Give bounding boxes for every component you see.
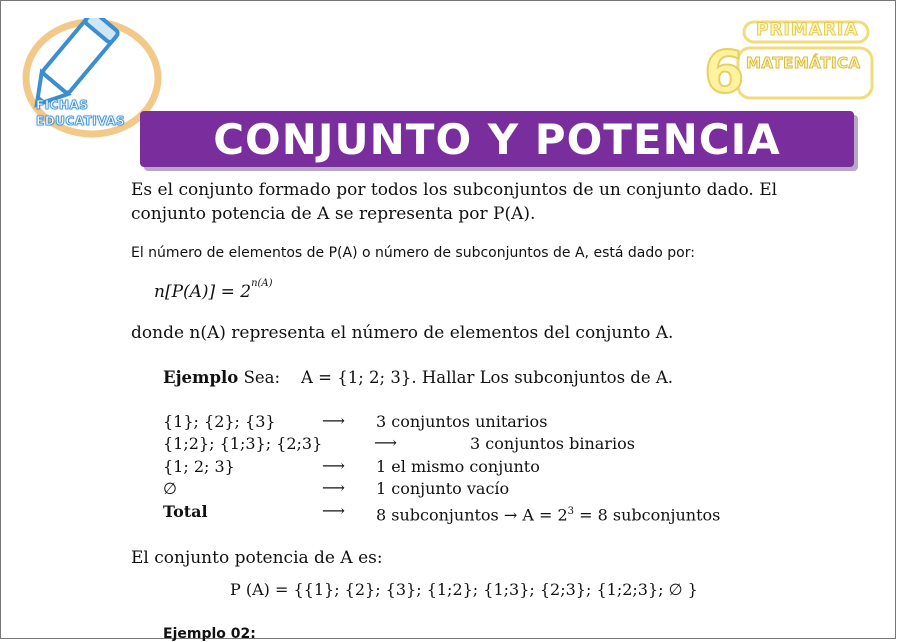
intro-line1: Es el conjunto formado por todos los subconjuntos de un conjunto dado. El <box>131 180 778 200</box>
where-line: donde n(A) representa el número de elementos del conjunto A. <box>131 323 674 343</box>
arrow-4: ⟶ <box>322 478 345 497</box>
title-banner <box>140 111 854 167</box>
badge-grade: 6 <box>704 38 745 106</box>
arrow-3: ⟶ <box>322 456 345 475</box>
example-row-4-right: 1 conjunto vacío <box>376 479 510 498</box>
page-title: CONJUNTO Y POTENCIA <box>213 115 781 164</box>
arrow-5: ⟶ <box>322 501 345 520</box>
logo-line1: FICHAS <box>36 98 89 112</box>
example-label: Ejemplo <box>163 368 239 387</box>
example-row-1-right: 3 conjuntos unitarios <box>376 412 548 431</box>
arrow-2: ⟶ <box>374 433 397 452</box>
intro-line2: conjunto potencia de A se representa por P(A). <box>131 204 536 224</box>
number-note: El número de elementos de P(A) o número de subconjuntos de A, está dado por: <box>131 245 695 261</box>
formula-exponent: n(A) <box>251 278 273 290</box>
example-2-heading: Ejemplo 02: <box>163 626 256 642</box>
example-row-1-left: {1}; {2}; {3} <box>163 412 276 431</box>
power-formula <box>154 278 273 302</box>
powerset-intro: El conjunto potencia de A es: <box>131 548 383 568</box>
logo-line2: EDUCATIVAS <box>36 114 126 128</box>
badge-subject: MATEMÁTICA <box>746 54 861 72</box>
example-text: Sea: A = {1; 2; 3}. Hallar Los subconjuntos de A. <box>243 368 674 387</box>
powerset-expression: P (A) = {{1}; {2}; {3}; {1;2}; {1;3}; {2;3}; {1;2;3}; ∅ } <box>230 580 698 599</box>
formula-lhs: n[P(A)] = 2 <box>154 282 252 302</box>
total-exponent: 3 <box>567 506 575 517</box>
total-label <box>163 501 208 523</box>
grade-badge <box>704 18 876 106</box>
total-value-text: 8 subconjuntos → A = 2 <box>376 505 568 525</box>
arrow-1: ⟶ <box>322 411 345 430</box>
example-row-2-left: {1;2}; {1;3}; {2;3} <box>163 434 323 453</box>
example-row-2-right: 3 conjuntos binarios <box>470 434 635 453</box>
example-row-3-right: 1 el mismo conjunto <box>376 457 540 476</box>
example-header <box>163 367 673 389</box>
badge-primaria: PRIMARIA <box>756 20 859 40</box>
total-value <box>376 501 720 526</box>
example-row-3-left: {1; 2; 3} <box>163 457 235 476</box>
total-label-text: Total <box>163 502 208 521</box>
total-rest: = 8 subconjuntos <box>574 505 721 525</box>
example-row-4-left: ∅ <box>163 479 177 498</box>
